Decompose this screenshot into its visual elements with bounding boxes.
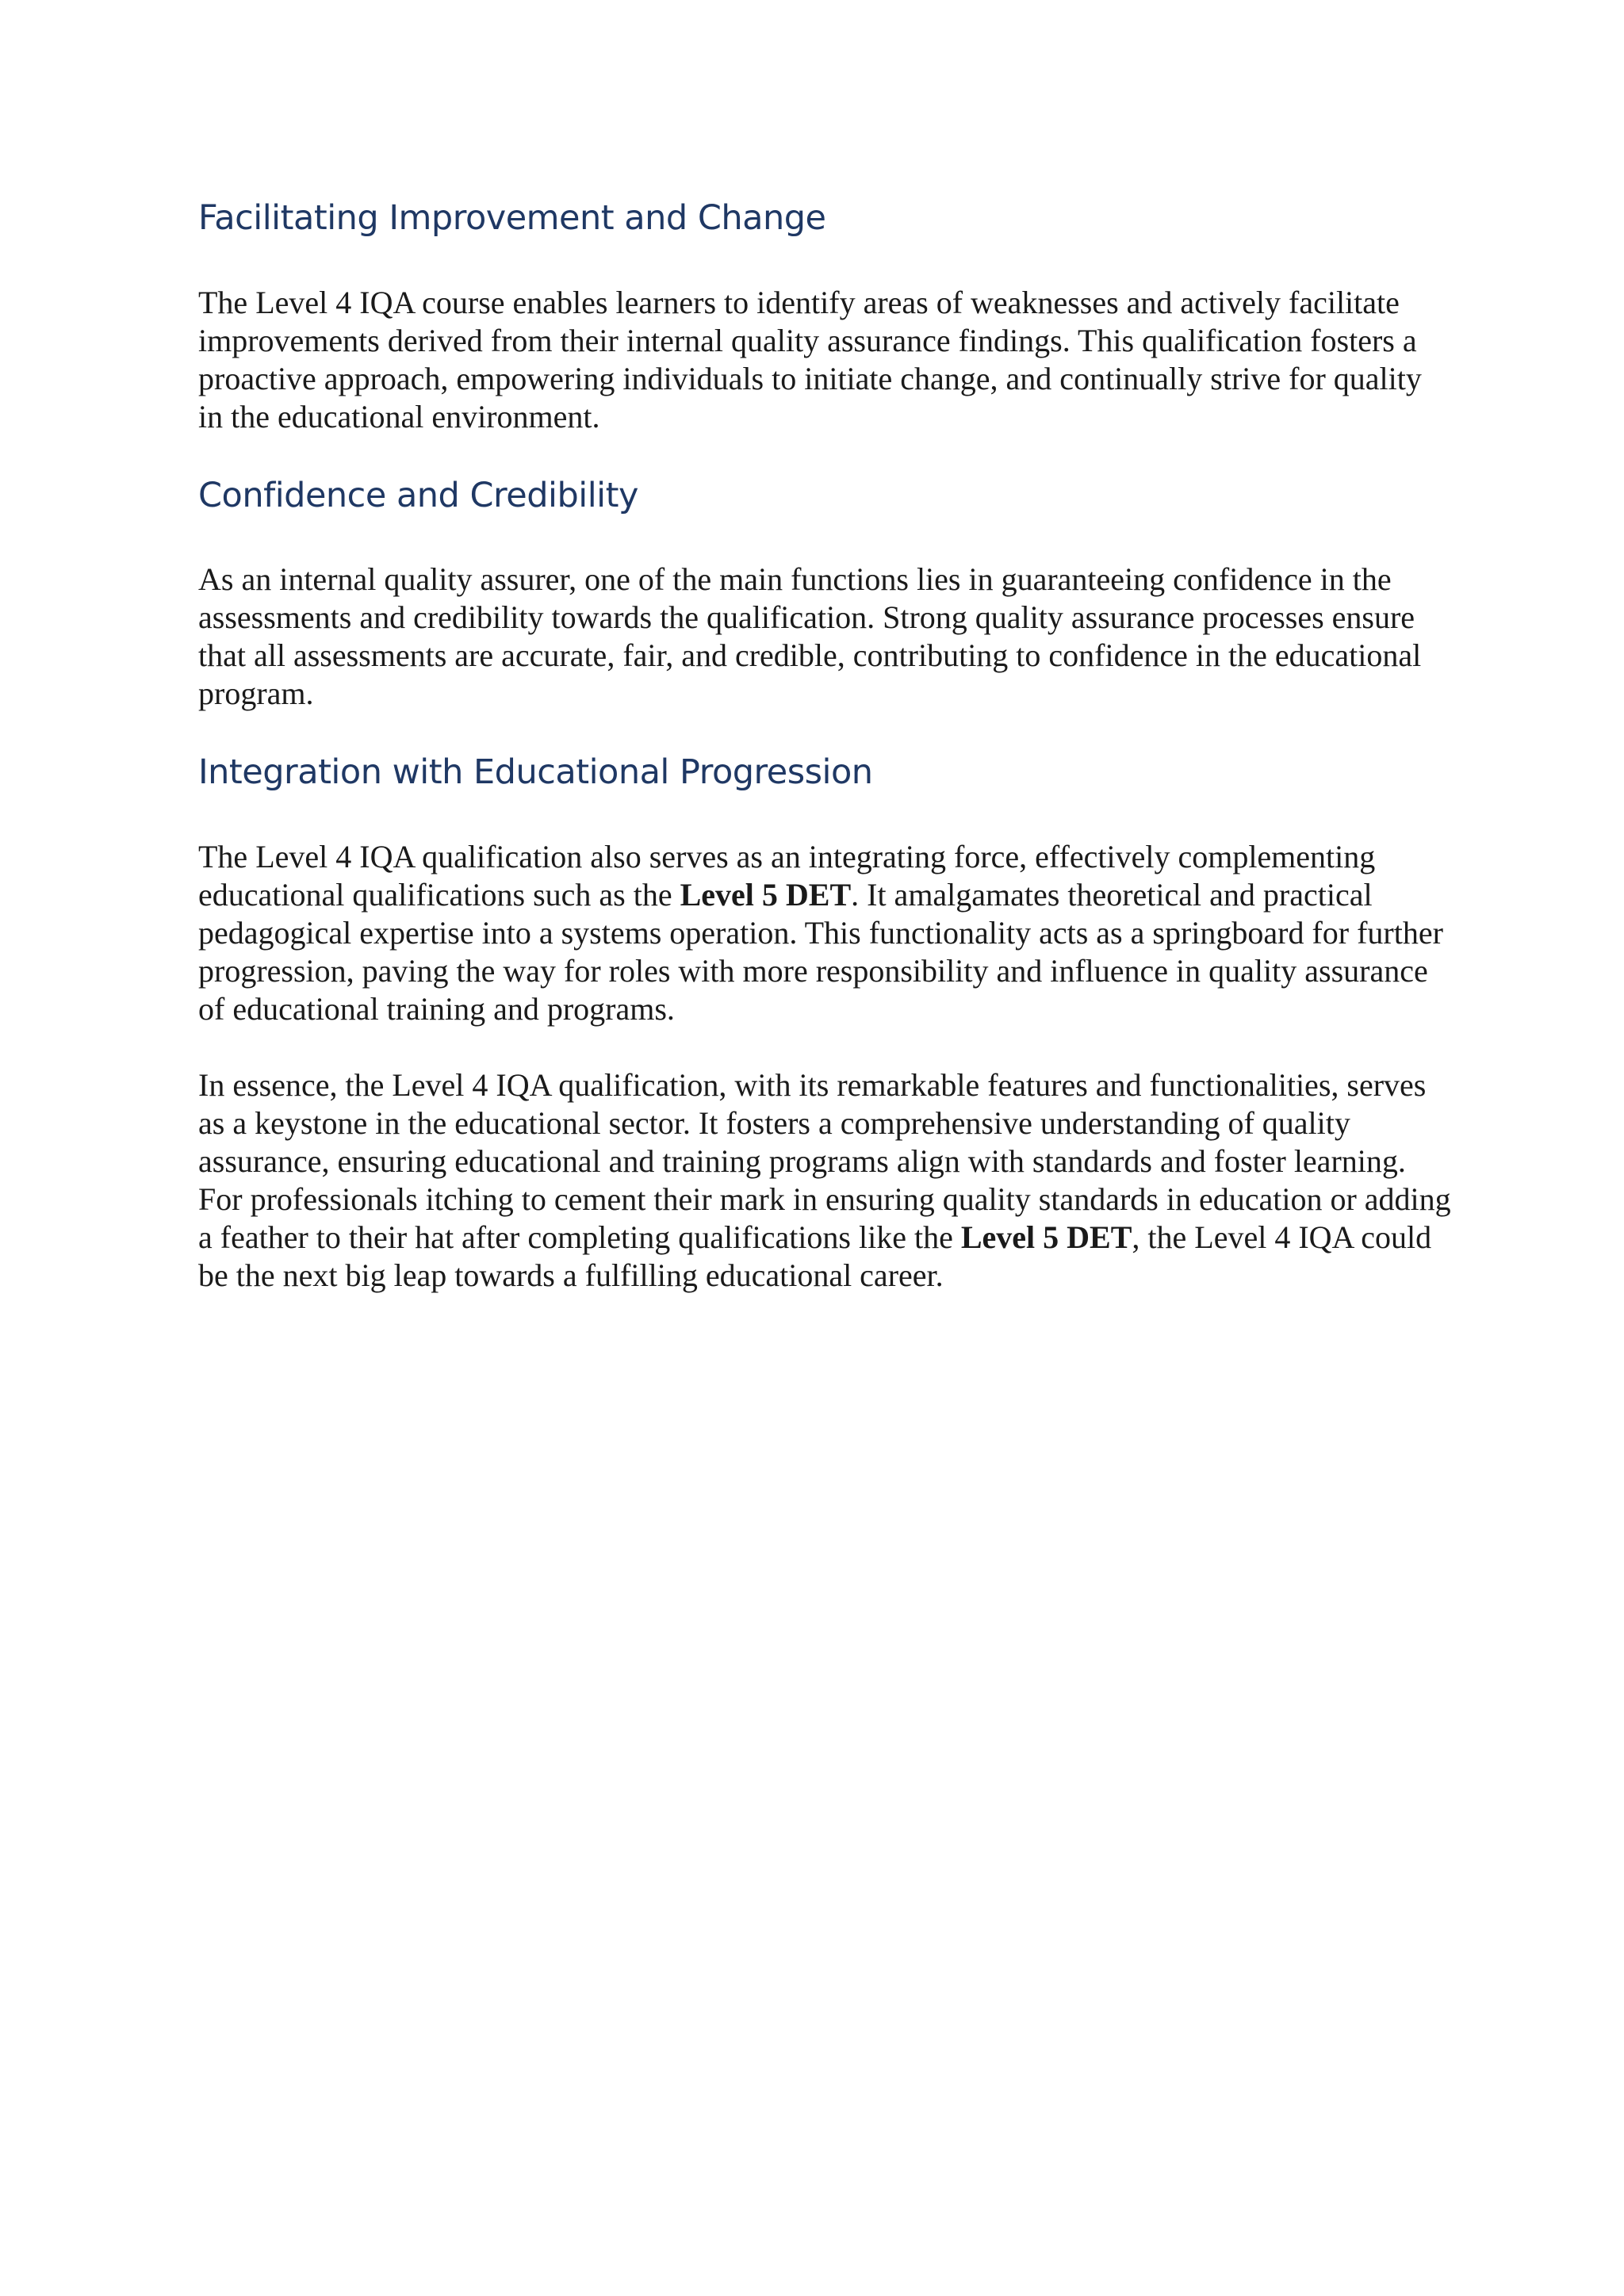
section-paragraph-confidence: As an internal quality assurer, one of the main functions lies in guaranteeing confidence in the assessments and credibility towards the qualification. Strong quality assurance processes ensure that all assessments are accurate, fair, and credible, contributing to confidence in the educational program. bbox=[198, 561, 1422, 712]
paragraph-text: , the Level 4 IQA could be the next big leap towards a fulfilling educational career. bbox=[198, 1219, 1432, 1293]
section-heading-confidence: Confidence and Credibility bbox=[198, 475, 638, 515]
paragraph-text: The Level 4 IQA qualification also serves as an integrating force, effectively complementing educational qualifications such as the bbox=[198, 838, 1376, 913]
conclusion-paragraph bbox=[198, 1066, 1451, 1295]
document-content bbox=[198, 198, 1451, 1295]
section-heading-improvement: Facilitating Improvement and Change bbox=[198, 198, 826, 238]
paragraph-text: . It amalgamates theoretical and practical pedagogical expertise into a systems operation. This functionality acts as a springboard for further progression, paving the way for roles with more responsibility and influence in quality assurance of educational training and programs. bbox=[198, 876, 1443, 1027]
bold-qualification-name: Level 5 DET bbox=[680, 876, 852, 913]
paragraph-text: In essence, the Level 4 IQA qualification, with its remarkable features and functionalities, serves as a keystone in the educational sector. It fosters a comprehensive understanding of quality assurance, ensuring educational and training programs align with standards and foster learning. For professionals itching to cement their mark in ensuring quality standards in education or adding a feather to their hat after completing qualifications like the bbox=[198, 1066, 1451, 1255]
bold-qualification-name: Level 5 DET bbox=[960, 1219, 1132, 1255]
section-paragraph-integration bbox=[198, 838, 1451, 1028]
section-paragraph-improvement: The Level 4 IQA course enables learners to identify areas of weaknesses and actively facilitate improvements derived from their internal quality assurance findings. This qualification fosters a proactive approach, empowering individuals to initiate change, and continually strive for quality in the educational environment. bbox=[198, 284, 1422, 434]
section-heading-integration: Integration with Educational Progression bbox=[198, 752, 873, 793]
